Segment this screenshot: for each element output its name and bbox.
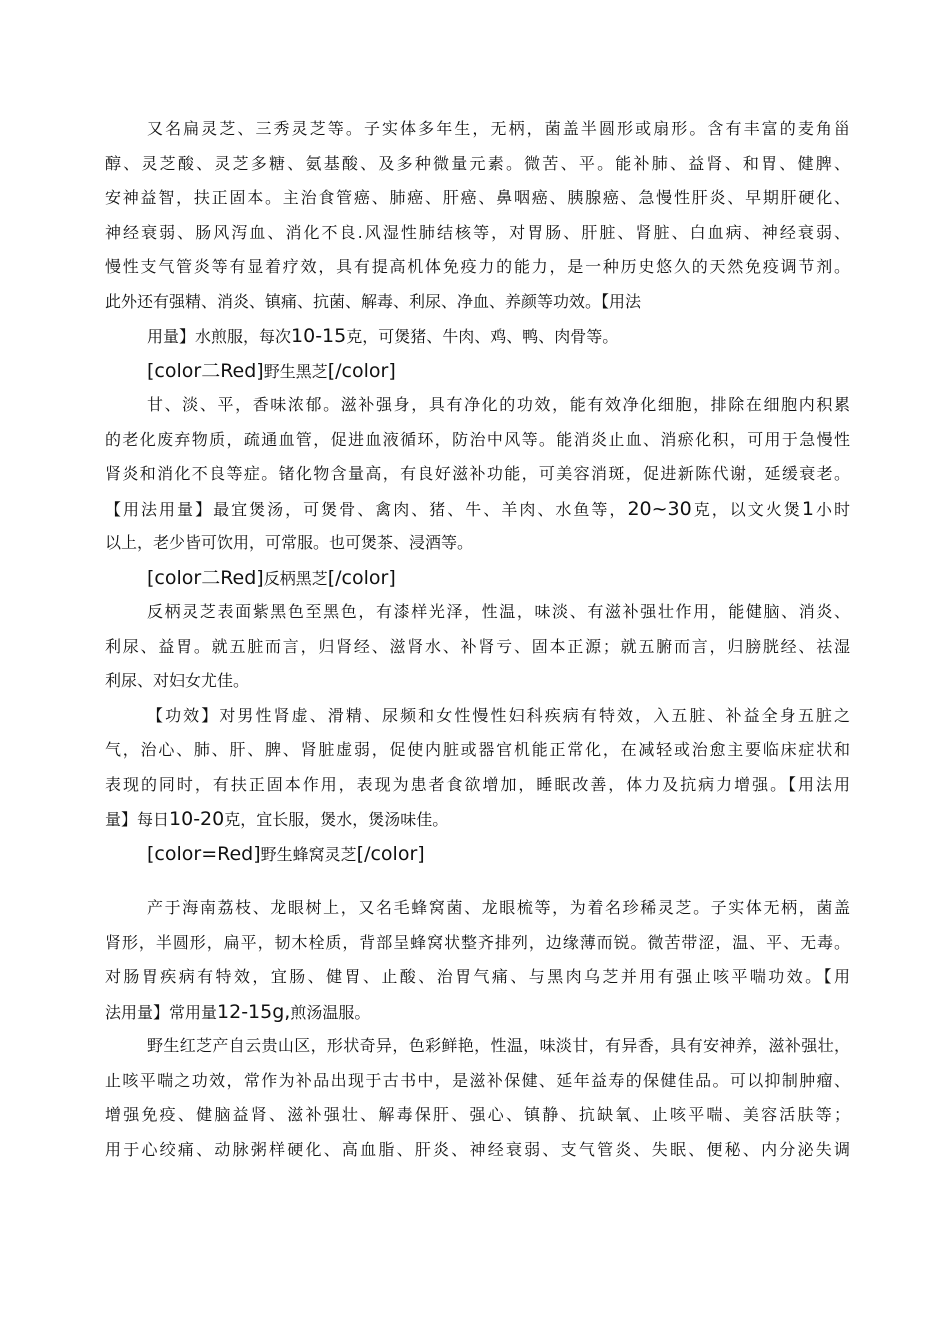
section-heading-reverse-stalk-black-lingzhi xyxy=(105,561,850,596)
text-line: 此外还有强精、消炎、镇痛、抗菌、解毒、利尿、净血、养颜等功效。【用法 xyxy=(105,291,642,311)
text-line: 利尿、益胃。就五脏而言，归肾经、滋肾水、补肾亏、固本正源；就五腑而言，归膀胱经、祛湿 xyxy=(105,636,850,656)
spacer xyxy=(105,871,850,891)
usage-number: 1 xyxy=(801,497,814,520)
usage-text: 【用法用量】最宜煲汤，可煲骨、禽肉、猪、牛、羊肉、水鱼等， xyxy=(105,499,628,519)
text-line: 用于心绞痛、动脉粥样硬化、高血脂、肝炎、神经衰弱、支气管炎、失眠、便秘、内分泌失调 xyxy=(105,1139,850,1159)
usage-number: 20~30 xyxy=(627,497,692,520)
text-line: 野生红芝产自云贵山区，形状奇异，色彩鲜艳，性温，味淡甘，有异香，具有安神养，滋补强壮， xyxy=(147,1036,850,1055)
usage-number: 12-15g, xyxy=(217,1000,291,1023)
section-heading-wild-black-lingzhi xyxy=(105,354,850,389)
color-tag-close: [/color] xyxy=(327,566,396,589)
heading-name: 野生黑芝 xyxy=(263,361,328,381)
text-line: 慢性支气管炎等有显着疗效，具有提高机体免疫力的能力，是一种历史悠久的天然免疫调节剂。 xyxy=(105,257,850,276)
usage-text: 克，宜长服，煲水，煲汤味佳。 xyxy=(224,810,449,829)
text-line: 利尿、对妇女尤佳。 xyxy=(105,671,250,690)
heading-name: 野生蜂窝灵芝 xyxy=(260,844,357,864)
text-line: 以上，老少皆可饮用，可常服。也可煲茶、浸酒等。 xyxy=(105,533,474,552)
text-line: 表现的同时，有扶正固本作用，表现为患者食欲增加，睡眠改善，体力及抗病力增强。【用法用 xyxy=(105,774,850,794)
color-tag-close: [/color] xyxy=(327,359,396,382)
text-line: 气，治心、肺、肝、脾、肾脏虚弱，促使内脏或器官机能正常化，在减轻或治愈主要临床症状和 xyxy=(105,740,850,759)
usage-line xyxy=(105,319,850,354)
color-tag-open: [color=Red] xyxy=(147,842,261,865)
text-line: 神经衰弱、肠风泻血、消化不良.风湿性肺结核等，对胃肠、肝脏、肾脏、白血病、神经衰弱、 xyxy=(105,222,850,242)
paragraph-honeycomb xyxy=(105,891,850,1029)
document-page xyxy=(105,112,850,1167)
color-tag-open: [color二Red] xyxy=(147,566,264,589)
usage-text: 法用量】常用量 xyxy=(105,1002,218,1022)
text-line: 肾炎和消化不良等症。锗化物含量高，有良好滋补功能，可美容消斑，促进新陈代谢，延缓衰老。 xyxy=(105,464,850,483)
paragraph-bianlingzhi xyxy=(105,112,850,354)
usage-text: 克，可煲猪、牛肉、鸡、鸭、肉骨等。 xyxy=(346,327,619,346)
text-line: 甘、淡、平，香味浓郁。滋补强身，具有净化的功效，能有效净化细胞，排除在细胞内积累 xyxy=(147,395,850,414)
text-line: 产于海南荔枝、龙眼树上，又名毛蜂窝菌、龙眼梳等，为着名珍稀灵芝。子实体无柄，菌盖 xyxy=(147,898,850,917)
usage-number: 10-15 xyxy=(291,325,347,347)
usage-number: 10-20 xyxy=(169,808,225,830)
text-line: 的老化废弃物质，疏通血管，促进血液循环，防治中风等。能消炎止血、消瘀化积，可用于急慢性 xyxy=(105,429,850,449)
text-line: 肾形，半圆形，扁平，韧木栓质，背部呈蜂窝状整齐排列，边缘薄而锐。微苦带涩，温、平、无毒。 xyxy=(105,932,850,952)
text-line: 对肠胃疾病有特效，宜肠、健胃、止酸、治胃气痛、与黑肉乌芝并用有强止咳平喘功效。【用 xyxy=(105,967,850,986)
heading-name: 反柄黑芝 xyxy=(263,568,328,588)
text-line: 安神益智，扶正固本。主治食管癌、肺癌、肝癌、鼻咽癌、胰腺癌、急慢性肝炎、早期肝硬化、 xyxy=(105,188,850,207)
text-line: 又名扁灵芝、三秀灵芝等。子实体多年生，无柄，菌盖半圆形或扇形。含有丰富的麦角甾 xyxy=(147,119,850,138)
usage-text: 小时 xyxy=(813,499,850,519)
text-line: 【功效】对男性肾虚、滑精、尿频和女性慢性妇科疾病有特效，入五脏、补益全身五脏之 xyxy=(147,705,850,725)
usage-text: 煎汤温服。 xyxy=(290,1002,371,1022)
usage-text: 用量】水煎服，每次 xyxy=(147,327,292,346)
usage-text: 克，以文火煲 xyxy=(691,499,802,519)
usage-line xyxy=(105,802,850,837)
color-tag-close: [/color] xyxy=(356,842,425,865)
usage-line xyxy=(105,995,850,1030)
text-line: 醇、灵芝酸、灵芝多糖、氨基酸、及多种微量元素。微苦、平。能补肺、益肾、和胃、健脾、 xyxy=(105,153,850,173)
usage-line xyxy=(105,492,850,527)
text-line: 反柄灵芝表面紫黑色至黑色，有漆样光泽，性温，味淡、有滋补强壮作用，能健脑、消炎、 xyxy=(147,602,850,621)
usage-text: 量】每日 xyxy=(105,810,170,829)
paragraph-red-lingzhi xyxy=(105,1029,850,1167)
color-tag-open: [color二Red] xyxy=(147,359,264,382)
text-line: 增强免疫、健脑益肾、滋补强壮、解毒保肝、强心、镇静、抗缺氧、止咳平喘、美容活肤等； xyxy=(105,1105,850,1124)
text-line: 止咳平喘之功效，常作为补品出现于古书中，是滋补保健、延年益寿的保健佳品。可以抑制肿瘤、 xyxy=(105,1070,850,1090)
paragraph-black-lingzhi xyxy=(105,388,850,561)
paragraph-efficacy xyxy=(105,699,850,837)
paragraph-reverse-stalk xyxy=(105,595,850,699)
section-heading-wild-honeycomb-lingzhi xyxy=(105,837,850,872)
